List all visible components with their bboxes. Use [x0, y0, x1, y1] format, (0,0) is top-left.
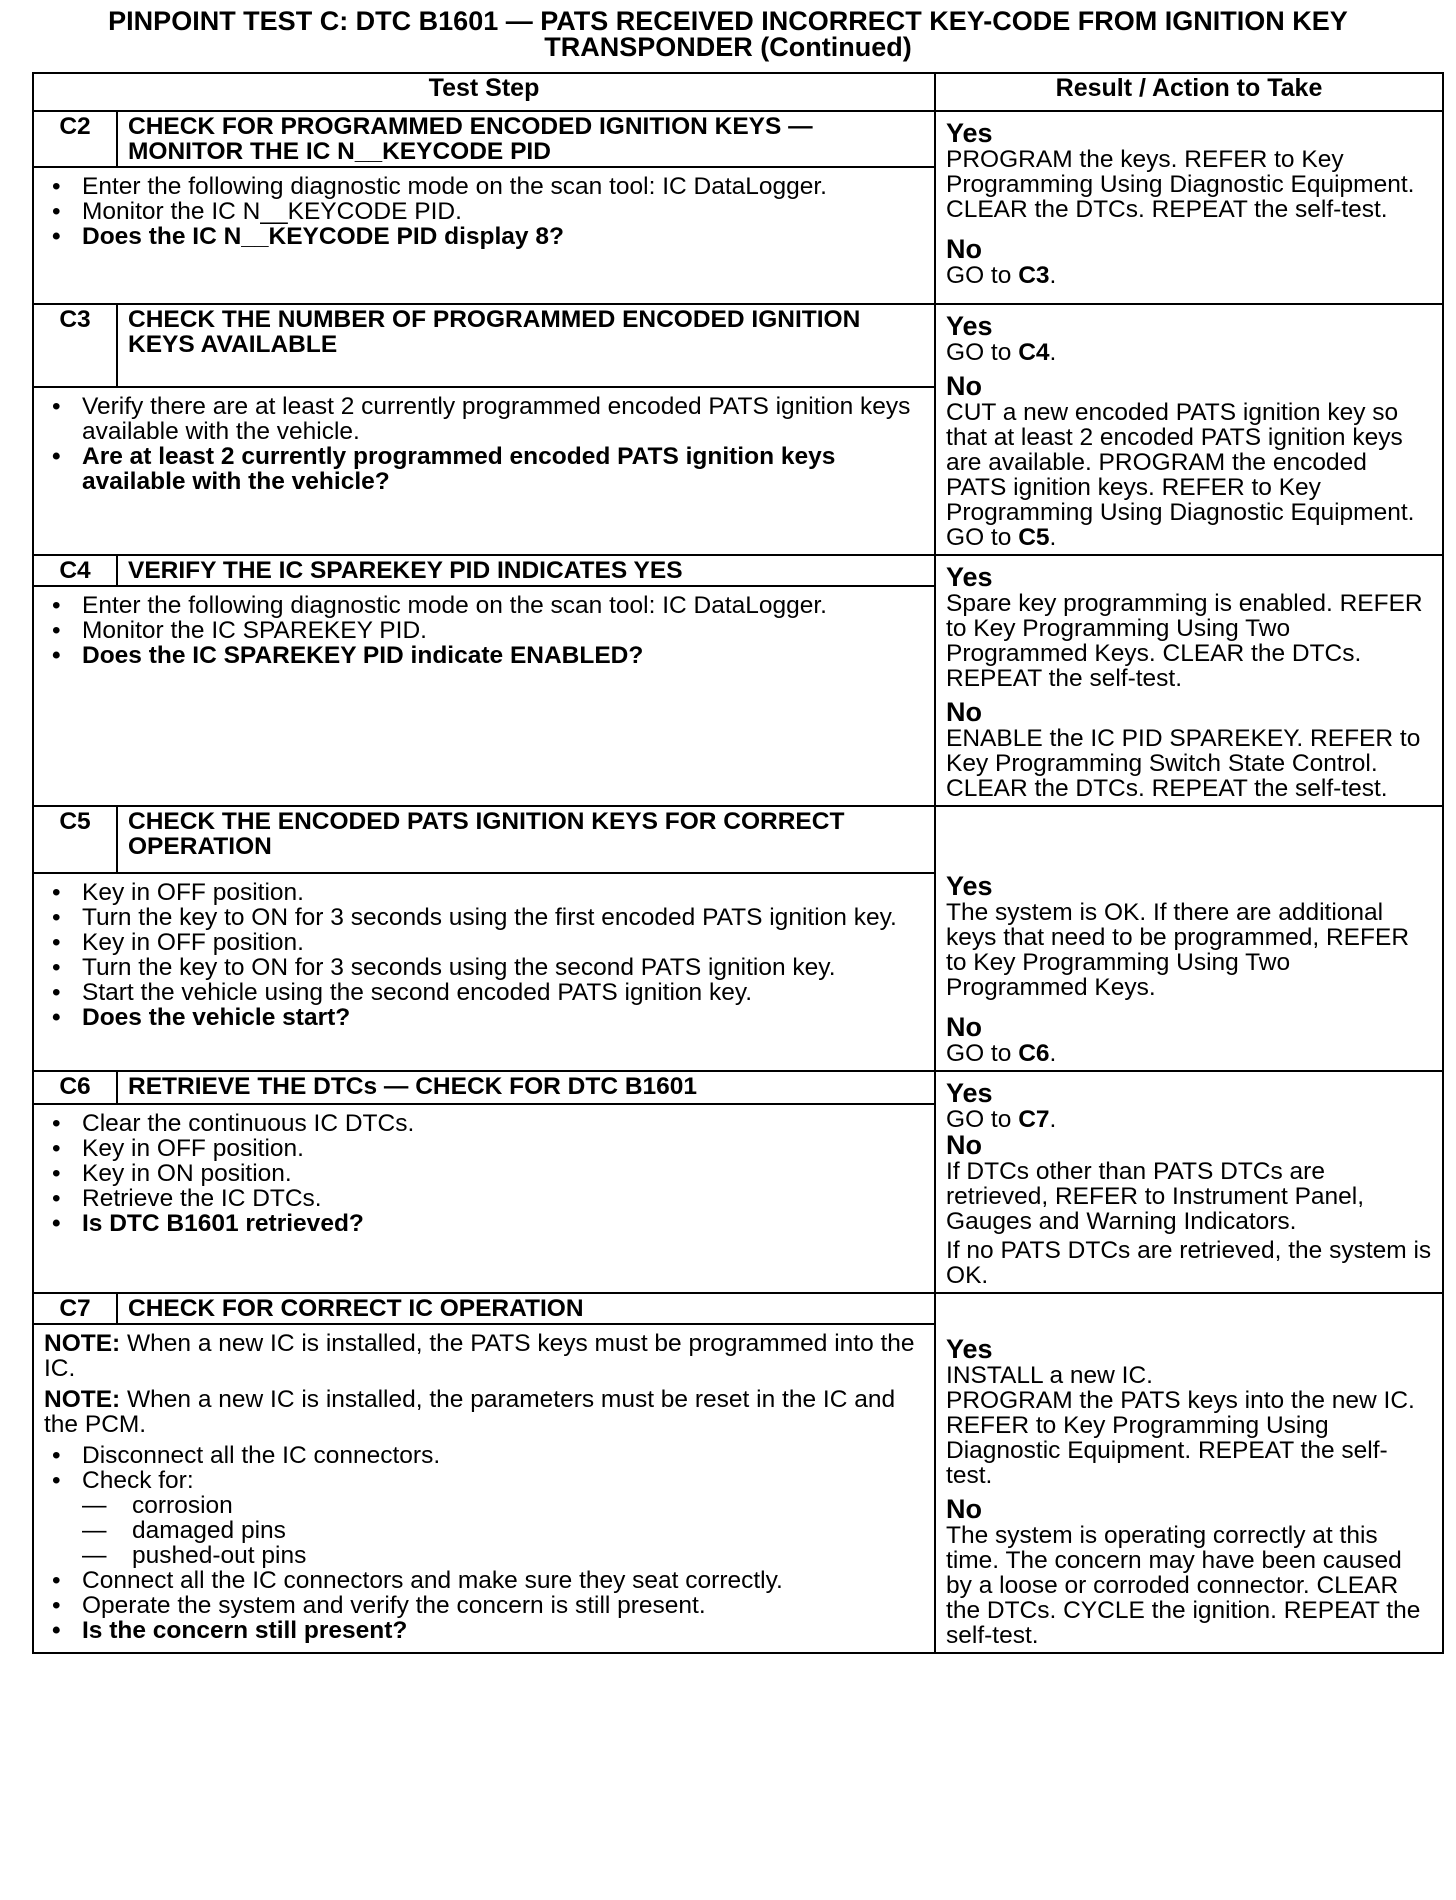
result-no-label: No [946, 371, 983, 401]
step-question: • Does the IC N__KEYCODE PID display 8? [44, 224, 924, 249]
step-reference: C7 [1018, 1106, 1050, 1133]
title-line-2: TRANSPONDER (Continued) [544, 32, 912, 62]
step-body [33, 586, 935, 806]
result-yes-label: Yes [946, 118, 993, 148]
page-title [30, 8, 1426, 60]
step-heading: CHECK THE ENCODED PATS IGNITION KEYS FOR CORRECT OPERATION [117, 806, 935, 873]
column-header-test-step: Test Step [33, 73, 935, 111]
result-no-action: If DTCs other than PATS DTCs are retrieved, REFER to Instrument Panel, Gauges and Warning Indicators. [946, 1158, 1365, 1235]
list-item: • Monitor the IC SPAREKEY PID. [44, 618, 924, 643]
sub-list-item: — pushed-out pins [82, 1543, 924, 1568]
step-result-cell [935, 1071, 1443, 1293]
result-no-action: CUT a new encoded PATS ignition key so that at least 2 encoded PATS ignition keys are available. PROGRAM the encoded PATS ignition keys. REFER to Key Programming Using Diagnostic Equipment. [946, 399, 1415, 526]
list-item: • Key in OFF position. [44, 880, 924, 905]
list-item: • Operate the system and verify the concern is still present. [44, 1593, 924, 1618]
result-no-action: GO to C3. [946, 262, 1057, 289]
step-c4-heading-row [33, 555, 1443, 586]
step-body [33, 387, 935, 555]
result-no-label: No [946, 1130, 983, 1160]
result-no-action: ENABLE the IC PID SPAREKEY. REFER to Key Programming Switch State Control. CLEAR the DTCs. REPEAT the self-test. [946, 725, 1421, 802]
list-item: • Start the vehicle using the second encoded PATS ignition key. [44, 980, 924, 1005]
step-heading: RETRIEVE THE DTCs — CHECK FOR DTC B1601 [117, 1071, 935, 1104]
step-heading: CHECK THE NUMBER OF PROGRAMMED ENCODED IGNITION KEYS AVAILABLE [117, 304, 935, 387]
list-item: • Turn the key to ON for 3 seconds using the second PATS ignition key. [44, 955, 924, 980]
step-question: • Is the concern still present? [44, 1618, 924, 1643]
step-c7-heading-row [33, 1293, 1443, 1324]
result-no-label: No [946, 234, 983, 264]
step-id: C6 [33, 1071, 117, 1104]
title-line-1: PINPOINT TEST C: DTC B1601 — PATS RECEIVED INCORRECT KEY-CODE FROM IGNITION KEY [108, 6, 1348, 36]
step-id: C5 [33, 806, 117, 873]
step-reference: C3 [1018, 262, 1050, 289]
result-yes-action: PROGRAM the keys. REFER to Key Programming Using Diagnostic Equipment. CLEAR the DTCs. REPEAT the self-test. [946, 146, 1415, 223]
step-id: C4 [33, 555, 117, 586]
list-item: • Enter the following diagnostic mode on the scan tool: IC DataLogger. [44, 174, 924, 199]
list-item: • Turn the key to ON for 3 seconds using the first encoded PATS ignition key. [44, 905, 924, 930]
step-c3-heading-row [33, 304, 1443, 387]
list-item: • Retrieve the IC DTCs. [44, 1186, 924, 1211]
step-question: • Is DTC B1601 retrieved? [44, 1211, 924, 1236]
step-body [33, 1104, 935, 1293]
result-no-label: No [946, 697, 983, 727]
step-reference: C4 [1018, 339, 1050, 366]
step-result-cell [935, 111, 1443, 304]
step-body [33, 1324, 935, 1653]
step-result-cell [935, 1293, 1443, 1653]
result-yes-action: Spare key programming is enabled. REFER to Key Programming Using Two Programmed Keys. CLEAR the DTCs. REPEAT the self-test. [946, 590, 1423, 692]
result-yes-action: GO to C4. [946, 339, 1057, 366]
step-heading: CHECK FOR CORRECT IC OPERATION [117, 1293, 935, 1324]
list-item: • Enter the following diagnostic mode on the scan tool: IC DataLogger. [44, 593, 924, 618]
result-yes-label: Yes [946, 1078, 993, 1108]
list-item: • Check for: — corrosion — damaged pins — pushed-out pins [44, 1468, 924, 1568]
result-yes-action: GO to C7. [946, 1106, 1057, 1133]
step-c6-heading-row [33, 1071, 1443, 1104]
step-body [33, 873, 935, 1071]
note-label: NOTE: [44, 1330, 121, 1358]
list-item: • Clear the continuous IC DTCs. [44, 1111, 924, 1136]
result-yes-label: Yes [946, 311, 993, 341]
step-heading: CHECK FOR PROGRAMMED ENCODED IGNITION KEYS — MONITOR THE IC N__KEYCODE PID [117, 111, 935, 167]
check-for-sublist [82, 1493, 924, 1568]
step-id: C7 [33, 1293, 117, 1324]
step-c5-heading-row [33, 806, 1443, 873]
step-result-cell [935, 806, 1443, 1071]
result-yes-action: The system is OK. If there are additional keys that need to be programmed, REFER to Key Programming Using Two Programmed Keys. [946, 899, 1410, 1001]
note-1: NOTE: When a new IC is installed, the PATS keys must be programmed into the IC. [44, 1330, 915, 1383]
list-item: • Key in OFF position. [44, 930, 924, 955]
step-c2-heading-row [33, 111, 1443, 167]
result-no-label: No [946, 1012, 983, 1042]
step-question: • Does the vehicle start? [44, 1005, 924, 1030]
result-yes-action-2: PROGRAM the PATS keys into the new IC. REFER to Key Programming Using Diagnostic Equipment. REPEAT the self-test. [946, 1387, 1415, 1489]
list-item: • Key in ON position. [44, 1161, 924, 1186]
step-question: • Does the IC SPAREKEY PID indicate ENABLED? [44, 643, 924, 668]
step-id: C2 [33, 111, 117, 167]
column-header-result: Result / Action to Take [935, 73, 1443, 111]
sub-list-item: — corrosion [82, 1493, 924, 1518]
step-reference: C6 [1018, 1040, 1050, 1067]
result-no-action: GO to C6. [946, 1040, 1057, 1067]
result-no-action: The system is operating correctly at this time. The concern may have been caused by a loose or corroded connector. CLEAR the DTCs. CYCLE the ignition. REPEAT the self-test. [946, 1522, 1421, 1649]
pinpoint-test-table [32, 72, 1444, 1654]
result-yes-label: Yes [946, 871, 993, 901]
result-no-goto: GO to C5. [946, 524, 1057, 551]
result-yes-action: INSTALL a new IC. [946, 1362, 1153, 1389]
step-question: • Are at least 2 currently programmed encoded PATS ignition keys available with the vehicle? [44, 444, 924, 494]
list-item: • Key in OFF position. [44, 1136, 924, 1161]
note-2: NOTE: When a new IC is installed, the parameters must be reset in the IC and the PCM. [44, 1386, 896, 1439]
sub-list-item: — damaged pins [82, 1518, 924, 1543]
note-label: NOTE: [44, 1386, 121, 1414]
step-reference: C5 [1018, 524, 1050, 551]
list-item: • Monitor the IC N__KEYCODE PID. [44, 199, 924, 224]
list-item: • Disconnect all the IC connectors. [44, 1443, 924, 1468]
step-result-cell [935, 304, 1443, 555]
table-header-row [33, 73, 1443, 111]
result-yes-label: Yes [946, 1334, 993, 1364]
step-id: C3 [33, 304, 117, 387]
step-result-cell [935, 555, 1443, 806]
list-item: • Verify there are at least 2 currently programmed encoded PATS ignition keys available with the vehicle. [44, 394, 924, 444]
result-yes-label: Yes [946, 562, 993, 592]
result-no-action-2: If no PATS DTCs are retrieved, the system is OK. [946, 1237, 1432, 1289]
step-heading: VERIFY THE IC SPAREKEY PID INDICATES YES [117, 555, 935, 586]
step-body [33, 167, 935, 304]
list-item: • Connect all the IC connectors and make sure they seat correctly. [44, 1568, 924, 1593]
result-no-label: No [946, 1494, 983, 1524]
